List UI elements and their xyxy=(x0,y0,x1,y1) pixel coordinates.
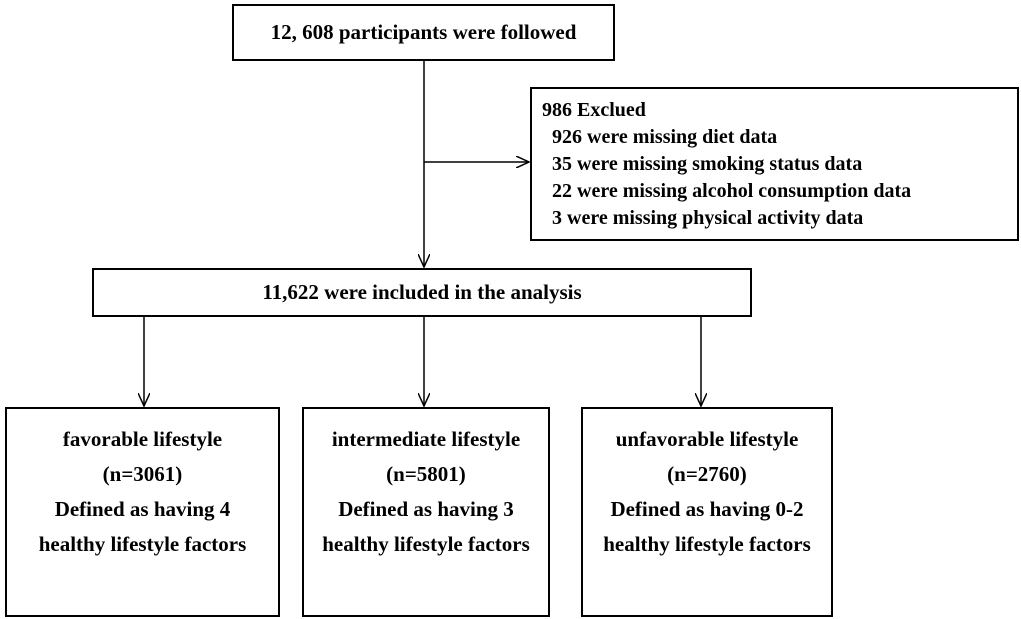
group-definition: Defined as having 0-2 xyxy=(610,497,804,521)
excluded-item-alcohol: 22 were missing alcohol consumption data xyxy=(552,180,912,202)
followed-participants-text: 12, 608 participants were followed xyxy=(270,20,577,44)
group-name: favorable lifestyle xyxy=(62,427,223,451)
group-definition: healthy lifestyle factors xyxy=(603,532,811,556)
excluded-item-physical-activity: 3 were missing physical activity data xyxy=(552,207,864,229)
excluded-title: 986 Exclued xyxy=(542,99,646,121)
intermediate-lifestyle-box xyxy=(302,407,550,617)
group-count: (n=5801) xyxy=(386,462,466,486)
excluded-item-smoking: 35 were missing smoking status data xyxy=(552,153,863,175)
group-definition: Defined as having 3 xyxy=(338,497,514,521)
favorable-lifestyle-box xyxy=(5,407,280,617)
group-definition: Defined as having 4 xyxy=(54,497,231,521)
unfavorable-lifestyle-box xyxy=(581,407,833,617)
group-definition: healthy lifestyle factors xyxy=(38,532,247,556)
included-text: 11,622 were included in the analysis xyxy=(262,280,582,304)
group-definition: healthy lifestyle factors xyxy=(322,532,530,556)
group-name: intermediate lifestyle xyxy=(331,427,521,451)
group-count: (n=3061) xyxy=(102,462,183,486)
group-name: unfavorable lifestyle xyxy=(615,427,799,451)
excluded-box xyxy=(530,87,1019,241)
included-box xyxy=(92,268,752,317)
followed-participants-box xyxy=(232,4,615,61)
group-count: (n=2760) xyxy=(667,462,747,486)
excluded-item-diet: 926 were missing diet data xyxy=(552,126,778,148)
